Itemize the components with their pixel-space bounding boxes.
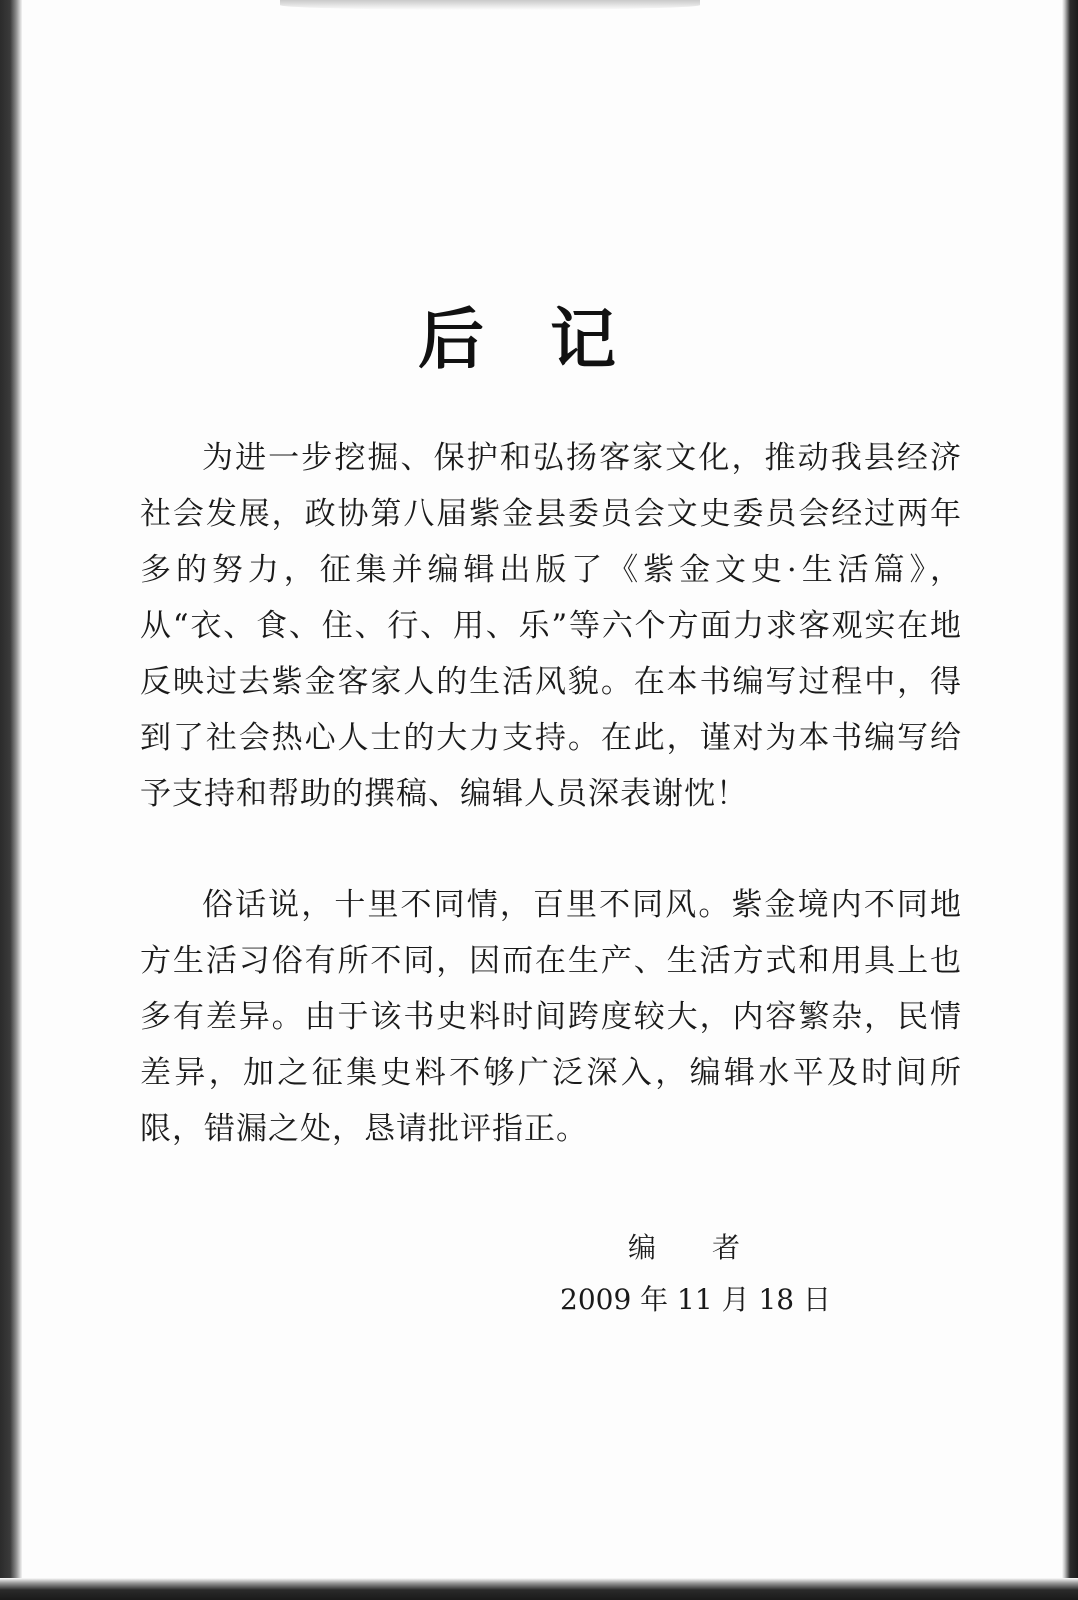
- scan-edge-left: [0, 0, 22, 1600]
- scan-edge-right: [1062, 0, 1078, 1600]
- signature-block: [560, 1222, 860, 1326]
- scan-edge-bottom: [0, 1578, 1078, 1600]
- signature-author: 编者: [628, 1231, 797, 1264]
- paragraph-1: 为进一步挖掘、保护和弘扬客家文化，推动我县经济社会发展，政协第八届紫金县委员会文史委员会经过两年多的努力，征集并编辑出版了《紫金文史·生活篇》，从“衣、食、住、行、用、乐”等六个方面力求客观实在地反映过去紫金客家人的生活风貌。在本书编写过程中，得到了社会热心人士的大力支持。在此，谨对为本书编写给予支持和帮助的撰稿、编辑人员深表谢忱！: [140, 440, 962, 812]
- scan-edge-top: [280, 0, 700, 10]
- page-title: 后记: [418, 301, 682, 378]
- paragraph-2: 俗话说，十里不同情，百里不同风。紫金境内不同地方生活习俗有所不同，因而在生产、生活方式和用具上也多有差异。由于该书史料时间跨度较大，内容繁杂，民情差异，加之征集史料不够广泛深入，编辑水平及时间所限，错漏之处，恳请批评指正。: [140, 887, 962, 1147]
- signature-date: 2009 年 11 月 18 日: [560, 1283, 832, 1316]
